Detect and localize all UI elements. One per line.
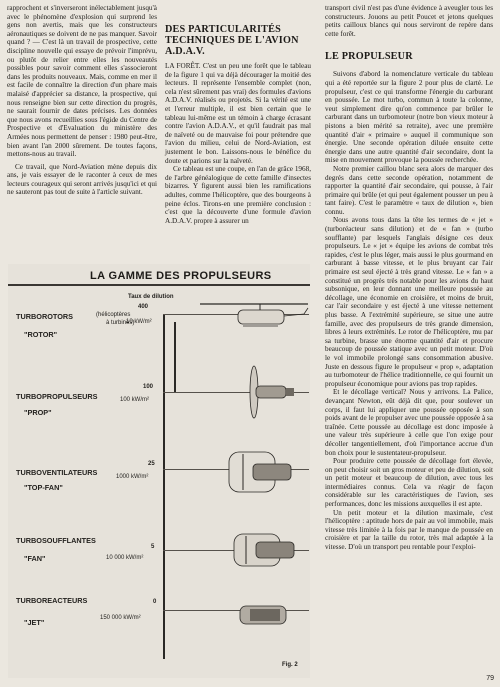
column-middle: [165, 4, 311, 225]
paragraph: Ce tableau est une coupe, en l'an de grâce 1968, de l'arbre généalogique de cette famille d'insectes bizarres. Y figurent aussi bien les ramifications adultes, comme l'hélicoptère, que des bourgeons à peine éclos. Tirons-en une première conclusion : c'est que la découverte d'une formule d'avion A.D.A.V. propre à assurer un: [165, 165, 311, 225]
paragraph: Ce travail, que Nord-Aviation mène depuis dix ans, je vais essayer de le raconter à ceux de mes lecteurs courageux qui seront arrivés jusqu'ici et qui ne sauteront pas tout de suite à l'article suivant.: [7, 162, 157, 197]
dilution-value: 25: [148, 461, 155, 467]
figure-title: LA GAMME DES PROPULSEURS: [90, 270, 272, 282]
dilution-value: 0: [153, 599, 157, 605]
column-right: [325, 4, 493, 552]
dilution-value: 5: [151, 544, 155, 550]
paragraph: Suivons d'abord la nomenclature verticale du tableau qui a été reportée sur la figure 2 pour plus de clarté. Le propulseur, c'est ce qui transforme l'énergie du carburant en poussée. Le mot turbo, commun à toute la colonne, veut simplement dire qu'on commence par brûler le carburant dans un turbomoteur (notre bon vieux moteur à pistons a bien mérité sa retraite), avec une première quantité d'air « primaire » auquel il communique son énergie. Une seconde opération diluée ensuite cette énergie dans une autre quantité d'air secondaire, dont la mise en mouvement provoque la poussée recherchée.: [325, 70, 493, 165]
row-nickname: "TOP-FAN": [24, 483, 63, 492]
row-name: TURBOSOUFFLANTES: [16, 536, 96, 545]
helicopter-illustration: [198, 292, 310, 342]
figure-caption: Fig. 2: [282, 662, 298, 668]
topfan-illustration: [223, 444, 303, 499]
section-heading: LE PROPULSEUR: [325, 51, 413, 63]
row-name: TURBOREACTEURS: [16, 596, 88, 605]
disk-loading: 1000 kW/m²: [116, 474, 149, 480]
paragraph: Pour produire cette poussée de décollage fort élevée, on peut choisir soit un gros moteur et peu de dilution, soit un petit moteur et beaucoup de dilution, avec tous les intermédiaires connus. Cela va réagir de façon considérable sur les caractéristiques de l'avion, ses performances, donc les missions auxquelles il est apte.: [325, 457, 493, 509]
dilution-axis: [163, 314, 165, 659]
dilution-heading: Taux de dilution: [128, 294, 174, 300]
paragraph: Notre premier caillou blanc sera alors de marquer des degrés dans cette seconde opération, notamment de rapporter la quantité d'air secondaire, qui pousse, à l'air primaire qui brûle (et qui peut également pousser un peu à tant faire). C'est le paramètre « taux de dilution », bien connu.: [325, 164, 493, 216]
paragraph: rapprochent et s'inverseront inélectablement jusqu'à avec le phénomène d'explosion qui surprend les gens non avertis, mais que les constructeurs aéronautiques se doivent de ne pas manquer. Savoir quand ? — C'est là un travail de prospective, cette discipline nouvelle qui essaye de prévoir l'imprévu, ou plutôt de relier entre elles les nouveautés possibles pour savoir comment elles s'associeront dans les produits nouveaux. Mais, comme en mer il est facile de connaître la direction d'un phare mais malaisé d'apprécier sa distance, la prospective, qui nous renseigne bien sur cette direction du progrès, ne saurait fournir de dates précises. Les données que nous avons recueillies sous l'égide du Centre de Prospective et d'Evaluation du ministère des Armées nous permettent de penser : 1980 peut-être, bien avant l'an 2000 sûrement. De toutes façons, mettons-nous au travail.: [7, 4, 157, 159]
row-nickname: "PROP": [24, 408, 52, 417]
figure-divider: [8, 284, 310, 286]
disk-loading: 10 kW/m²: [126, 319, 152, 325]
turboprop-illustration: [218, 362, 298, 422]
paragraph: Un petit moteur et la dilution maximale, c'est l'hélicoptère : aptitude hors de pair au vol immobile, mais vitesse très limitée à la fois par le manque de poussée en croisière et par la taille du rotor, très mal adaptée à la vitesse. D'où un transport peu rentable pour l'exploi-: [325, 508, 493, 552]
row-name: TURBOROTORS: [16, 312, 74, 321]
column-left: [7, 4, 157, 197]
turbofan-illustration: [230, 526, 300, 574]
dilution-bar: [174, 322, 176, 392]
figure-propulsion-range: [8, 264, 310, 678]
page-number: 79: [486, 675, 494, 682]
row-name: TURBOVENTILATEURS: [16, 468, 98, 477]
paragraph: Et le décollage vertical? Nous y arrivons. La Palice, devançant Newton, eût déjà dit que, pour soulever un corps, il faut lui appliquer une poussée opposée à son poids avant de le propulser avec une poussée opposée à sa traînée. Cette poussée au décollage est donc imposée à une valeur très supérieure à celle que l'on exige pour décoller tangentiellement, d'où l'importance accrue d'un bon choix pour le sustentateur-propulseur.: [325, 388, 493, 457]
paragraph: transport civil n'est pas d'une évidence à aveugler tous les constructeurs. Jouons au petit Poucet et jetons quelques petits cailloux blancs qui nous serviront de repère dans cette forêt.: [325, 4, 493, 38]
row-nickname: "ROTOR": [24, 330, 58, 339]
paragraph: LA FORÊT. C'est un peu une forêt que le tableau de la figure 1 qui va déjà décourager la moitié des lecteurs. Il représente l'ensemble complet (non, cela n'est sûrement pas vrai) des formules d'avions A.D.A.V. réalisés ou projetés. Si la vérité est une et l'erreur multiple, il est bien certain que le tableau lui-même est un témoin à charge écrasant contre l'avion A.D.A.V., et qu'il faudrait pas mal de naïveté ou de mauvaise foi pour prétendre que l'avion du milieu, celui de Nord-Aviation, est justement le bon. Laissons-nous le bénéfice du doute et parions sur la naïveté.: [165, 62, 311, 165]
section-heading: DES PARTICULARITÉS TECHNIQUES DE L'AVION A.D.A.V.: [165, 24, 299, 57]
row-nickname: "FAN": [24, 554, 46, 563]
disk-loading: 100 kW/m²: [120, 397, 150, 403]
row-name: TURBOPROPULSEURS: [16, 392, 98, 401]
row-subtitle: (hélicoptères: [96, 312, 131, 318]
paragraph: Nous avons tous dans la tête les termes de « jet » (turboréacteur sans dilution) et de « fan » (turbo soufflante) par lesquels l'anglais désigne ces deux propulseurs. Le « jet » équipe les avions de combat très rapides, c'est le plus léger, mais aussi le plus gourmand en carburant à basse vitesse, et le plus bruyant car l'air primaire est seul éjecté à très grand vitesse. Le « fan » a constitué un progrès très notable pour les avions du haut subsonique, en leur donnant une meilleure poussée au décollage, une économie en croisière, et moins de bruit, car l'air secondaire y est éjecté à une vitesse nettement plus basse. A l'extrémité supérieure, se situe une autre famille, avec des propulseurs de très grande dimension, libres à leurs extrémités. Le rotor de l'hélicoptère, mu par sa turbine, brasse une énorme quantité d'air et procure beaucoup de poussée statique avec un petit moteur. D'où le vol immobile prolongé sans consommation abusive. Juste en dessous figure le propulseur « prop », adaptation au turbomoteur de l'hélice traditionnelle, ce qui fournit un propulseur économique pour avions pas trop rapides.: [325, 216, 493, 388]
dilution-value: 400: [138, 304, 149, 310]
disk-loading: 10 000 kW/m²: [106, 555, 144, 561]
row-nickname: "JET": [24, 618, 45, 627]
turbojet-illustration: [236, 594, 296, 636]
dilution-value: 100: [143, 384, 154, 390]
disk-loading: 150 000 kW/m²: [100, 615, 141, 621]
row-subtitle: à turbines): [106, 320, 135, 326]
